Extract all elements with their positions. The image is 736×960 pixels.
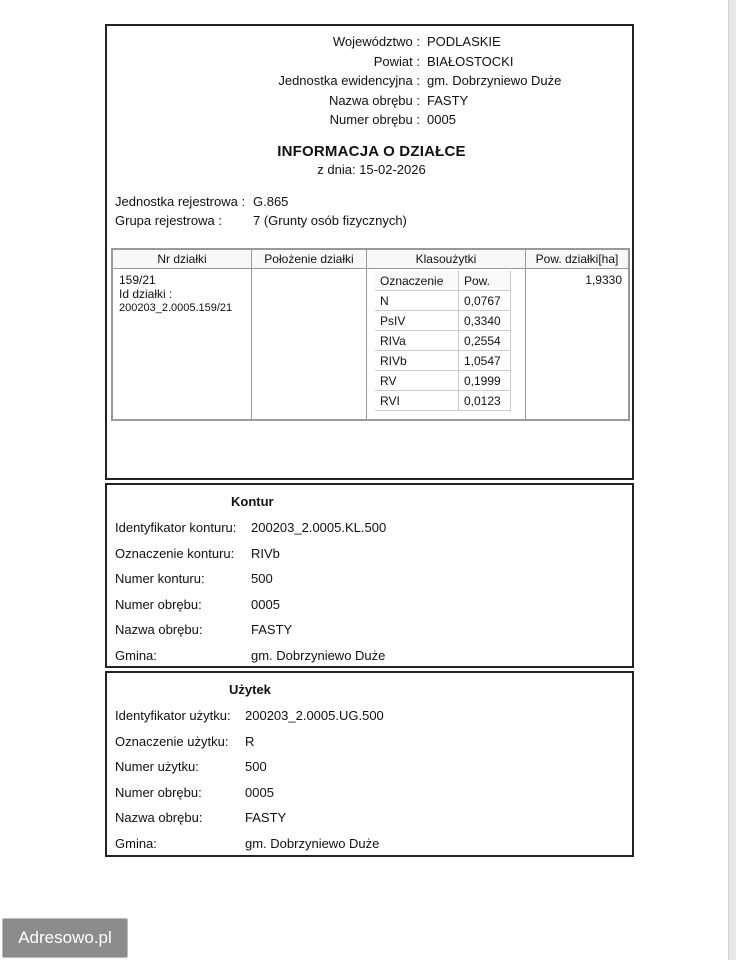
jednostka-rejestrowa-value: G.865 bbox=[253, 194, 289, 209]
klas-header-row bbox=[375, 271, 511, 291]
powiat-value: BIAŁOSTOCKI bbox=[427, 53, 514, 69]
nazwa-obrebu-value: FASTY bbox=[427, 92, 469, 108]
table-row bbox=[375, 311, 511, 331]
kontur-label: Numer obrębu: bbox=[115, 596, 202, 612]
document-title: INFORMACJA O DZIAŁCE bbox=[277, 143, 466, 160]
uzytek-label: Numer użytku: bbox=[115, 759, 199, 774]
parcel-id-label: Id działki : bbox=[119, 287, 173, 301]
uzytek-value: gm. Dobrzyniewo Duże bbox=[245, 835, 380, 851]
jednostka-ewidencyjna-value: gm. Dobrzyniewo Duże bbox=[427, 73, 562, 89]
list-item bbox=[115, 520, 387, 535]
uzytek-label: Identyfikator użytku: bbox=[115, 708, 231, 723]
document-date: z dnia: 15-02-2026 bbox=[317, 162, 426, 177]
list-item bbox=[115, 545, 280, 561]
parcel-info-panel bbox=[105, 24, 634, 480]
table-row bbox=[112, 269, 629, 421]
klas-pow: 0,0123 bbox=[459, 391, 511, 411]
list-item bbox=[115, 596, 280, 612]
table-row bbox=[375, 351, 511, 371]
table-row bbox=[375, 371, 511, 391]
list-item bbox=[115, 835, 380, 851]
parcel-table-header bbox=[112, 249, 629, 269]
klas-oznaczenie: N bbox=[375, 291, 459, 311]
klas-header-pow: Pow. bbox=[459, 271, 511, 291]
uzytek-value: FASTY bbox=[245, 810, 287, 825]
nazwa-obrebu-label: Nazwa obrębu : bbox=[328, 92, 420, 108]
uzytek-value: 200203_2.0005.UG.500 bbox=[245, 708, 384, 723]
grupa-rejestrowa-label: Grupa rejestrowa : bbox=[115, 213, 222, 228]
kontur-value: 200203_2.0005.KL.500 bbox=[251, 520, 387, 535]
list-item bbox=[115, 571, 273, 586]
kontur-value: 0005 bbox=[251, 596, 280, 612]
klas-pow: 0,2554 bbox=[459, 331, 511, 351]
scrollbar-strip bbox=[728, 0, 736, 960]
uzytek-value: 500 bbox=[245, 759, 267, 774]
kontur-label: Oznaczenie konturu: bbox=[115, 545, 235, 561]
kontur-value: FASTY bbox=[251, 622, 293, 637]
uzytek-label: Numer obrębu: bbox=[115, 784, 202, 800]
header-pow-dzialki: Pow. działki[ha] bbox=[526, 249, 630, 269]
list-item bbox=[115, 733, 255, 749]
klas-pow: 0,0767 bbox=[459, 291, 511, 311]
wojewodztwo-label: Województwo : bbox=[332, 34, 420, 49]
uzytek-label: Oznaczenie użytku: bbox=[115, 733, 229, 749]
klas-pow: 0,3340 bbox=[459, 311, 511, 331]
kontur-label: Numer konturu: bbox=[115, 571, 205, 586]
uzytek-value: R bbox=[245, 733, 255, 749]
klas-header-oznaczenie: Oznaczenie bbox=[375, 271, 459, 291]
cell-nr-dzialki bbox=[112, 269, 252, 421]
list-item bbox=[115, 708, 384, 723]
jednostka-rejestrowa bbox=[115, 194, 289, 209]
klas-oznaczenie: RVI bbox=[375, 391, 459, 411]
parcel-table bbox=[111, 248, 630, 421]
numer-obrebu-value: 0005 bbox=[427, 112, 456, 128]
wojewodztwo-value: PODLASKIE bbox=[427, 34, 501, 49]
kontur-label: Gmina: bbox=[115, 647, 157, 663]
klas-oznaczenie: RV bbox=[375, 371, 459, 391]
kontur-label: Identyfikator konturu: bbox=[115, 520, 237, 535]
parcel-id-value: 200203_2.0005.159/21 bbox=[119, 302, 233, 314]
table-row bbox=[375, 291, 511, 311]
klas-oznaczenie: PsIV bbox=[375, 311, 459, 331]
uzytek-panel bbox=[105, 671, 634, 857]
jednostka-ewidencyjna-label: Jednostka ewidencyjna : bbox=[278, 73, 420, 89]
kontur-value: gm. Dobrzyniewo Duże bbox=[251, 647, 386, 663]
list-item bbox=[115, 647, 386, 663]
grupa-rejestrowa bbox=[115, 213, 407, 228]
table-row bbox=[375, 391, 511, 411]
kontur-value: RIVb bbox=[251, 545, 280, 561]
uzytek-label: Nazwa obrębu: bbox=[115, 810, 203, 825]
list-item bbox=[115, 759, 267, 774]
cell-klasouzytki bbox=[367, 269, 526, 421]
numer-obrebu-label: Numer obrębu : bbox=[329, 112, 420, 128]
header-polozenie: Położenie działki bbox=[252, 249, 367, 269]
kontur-title: Kontur bbox=[231, 494, 274, 509]
parcel-number: 159/21 bbox=[119, 273, 156, 287]
list-item bbox=[115, 810, 287, 825]
adresowo-watermark: Adresowo.pl bbox=[2, 918, 128, 958]
header-klasouzytki: Klasoużytki bbox=[367, 249, 526, 269]
list-item bbox=[115, 784, 274, 800]
cell-polozenie bbox=[252, 269, 367, 421]
uzytek-title: Użytek bbox=[229, 682, 271, 697]
klas-oznaczenie: RIVa bbox=[375, 331, 459, 351]
kontur-label: Nazwa obrębu: bbox=[115, 622, 203, 637]
uzytek-label: Gmina: bbox=[115, 835, 157, 851]
klas-pow: 0,1999 bbox=[459, 371, 511, 391]
cell-pow-dzialki: 1,9330 bbox=[526, 269, 630, 421]
list-item bbox=[115, 622, 293, 637]
kontur-panel bbox=[105, 483, 634, 668]
uzytek-value: 0005 bbox=[245, 784, 274, 800]
powiat-label: Powiat : bbox=[373, 53, 420, 69]
table-row bbox=[375, 331, 511, 351]
klas-oznaczenie: RIVb bbox=[375, 351, 459, 371]
header-nr-dzialki: Nr działki bbox=[112, 249, 252, 269]
jednostka-rejestrowa-label: Jednostka rejestrowa : bbox=[115, 194, 246, 209]
grupa-rejestrowa-value: 7 (Grunty osób fizycznych) bbox=[253, 213, 407, 228]
klas-pow: 1,0547 bbox=[459, 351, 511, 371]
klasouzytki-table bbox=[375, 271, 511, 411]
kontur-value: 500 bbox=[251, 571, 273, 586]
